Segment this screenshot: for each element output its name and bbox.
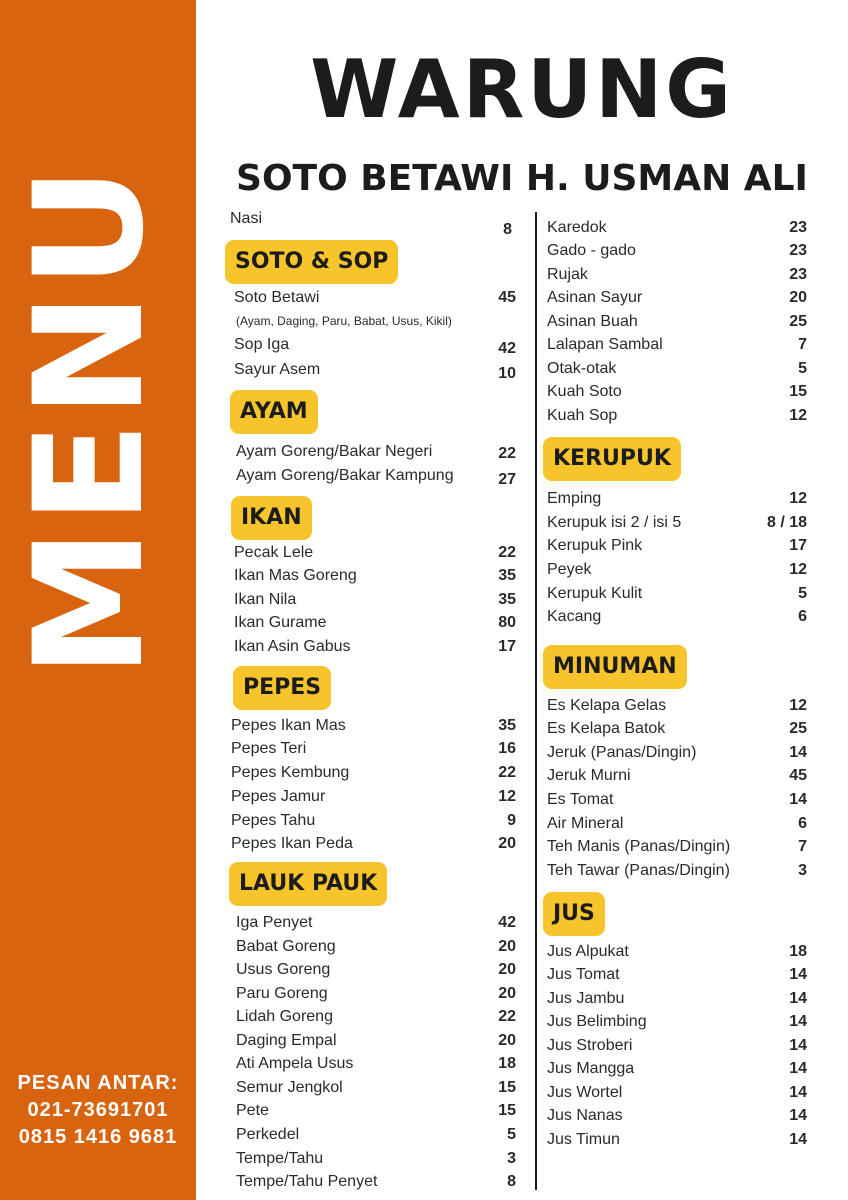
item-name: Jeruk Murni (547, 767, 631, 784)
menu-item (236, 1171, 516, 1193)
menu-item (547, 742, 807, 764)
item-name: Lalapan Sambal (547, 336, 663, 353)
menu-item (236, 465, 516, 487)
item-name: Kuah Sop (547, 407, 618, 424)
item-price: 23 (789, 266, 807, 283)
item-price: 22 (498, 764, 516, 781)
item-price: 20 (498, 961, 516, 978)
item-price: 20 (789, 289, 807, 306)
menu-item (234, 287, 516, 309)
menu-item (236, 1077, 516, 1099)
menu-item (236, 959, 516, 981)
item-name: Perkedel (236, 1126, 300, 1143)
item-name: Asinan Sayur (547, 289, 643, 306)
item-price: 17 (789, 537, 807, 554)
item-price: 15 (789, 383, 807, 400)
item-name: Pepes Ikan Mas (231, 717, 346, 734)
item-name: Jus Jambu (547, 990, 625, 1007)
item-price: 7 (798, 336, 807, 353)
item-name: Jus Belimbing (547, 1013, 647, 1030)
section-badge-jus: JUS (543, 892, 605, 936)
item-name: Pecak Lele (234, 544, 314, 561)
sidebar-panel (0, 0, 196, 1200)
menu-item (236, 1124, 516, 1146)
menu-item (231, 738, 516, 760)
menu-item (547, 559, 807, 581)
item-price: 42 (498, 914, 516, 931)
item-price: 14 (789, 966, 807, 983)
menu-item (547, 512, 807, 534)
item-price: 35 (498, 567, 516, 584)
item-price: 18 (498, 1055, 516, 1072)
item-name: Pepes Tahu (231, 812, 316, 829)
item-price: 14 (789, 990, 807, 1007)
column-divider (535, 212, 537, 1190)
item-name: Semur Jengkol (236, 1079, 343, 1096)
item-price: 42 (498, 340, 516, 357)
item-price: 5 (798, 360, 807, 377)
item-price: 18 (789, 943, 807, 960)
menu-item (547, 583, 807, 605)
section-badge-pepes: PEPES (233, 666, 331, 710)
item-name: Sayur Asem (234, 361, 321, 378)
menu-item (547, 381, 807, 403)
menu-item (234, 565, 516, 587)
item-name: Soto Betawi (234, 289, 320, 306)
item-name: Karedok (547, 219, 607, 236)
item-name: Daging Empal (236, 1032, 337, 1049)
item-name: Kerupuk isi 2 / isi 5 (547, 514, 682, 531)
menu-item (234, 636, 516, 658)
menu-item (236, 936, 516, 958)
page-title: WARUNG (310, 43, 734, 136)
item-name: Ikan Asin Gabus (234, 638, 351, 655)
menu-item (236, 1100, 516, 1122)
item-name: Teh Tawar (Panas/Dingin) (547, 862, 730, 879)
item-price: 23 (789, 242, 807, 259)
delivery-contact (0, 1070, 196, 1151)
item-name: Nasi (230, 210, 263, 227)
menu-item (236, 912, 516, 934)
item-price: 14 (789, 1084, 807, 1101)
item-name: Kerupuk Kulit (547, 585, 643, 602)
item-price: 20 (498, 938, 516, 955)
item-name: Tempe/Tahu (236, 1150, 324, 1167)
item-name: Ayam Goreng/Bakar Negeri (236, 443, 433, 460)
vertical-menu-title: MENU (3, 162, 177, 678)
item-name: Jus Alpukat (547, 943, 629, 960)
item-name: Asinan Buah (547, 313, 638, 330)
item-price: 22 (498, 445, 516, 462)
item-name: Paru Goreng (236, 985, 328, 1002)
item-price: 8 (507, 1173, 516, 1190)
menu-item (236, 441, 516, 463)
item-name: Jus Stroberi (547, 1037, 633, 1054)
item-price: 35 (498, 591, 516, 608)
item-name: Jus Mangga (547, 1060, 635, 1077)
menu-item (547, 765, 807, 787)
item-name: Tempe/Tahu Penyet (236, 1173, 378, 1190)
item-name: Ikan Gurame (234, 614, 327, 631)
item-name: Air Mineral (547, 815, 624, 832)
item-price: 3 (507, 1150, 516, 1167)
menu-item (236, 1030, 516, 1052)
menu-item (547, 535, 807, 557)
menu-item (231, 833, 516, 855)
menu-item (547, 988, 807, 1010)
item-price: 14 (789, 1131, 807, 1148)
menu-item (234, 612, 516, 634)
item-note: (Ayam, Daging, Paru, Babat, Usus, Kikil) (236, 314, 452, 328)
menu-item (231, 762, 516, 784)
item-name: Pepes Teri (231, 740, 307, 757)
menu-item (231, 810, 516, 832)
page-subtitle: SOTO BETAWI H. USMAN ALI (236, 158, 808, 199)
item-name: Jeruk (Panas/Dingin) (547, 744, 697, 761)
menu-item (547, 718, 807, 740)
item-price: 16 (498, 740, 516, 757)
item-name: Es Kelapa Batok (547, 720, 666, 737)
menu-item (230, 208, 512, 238)
item-price: 14 (789, 791, 807, 808)
menu-item (547, 287, 807, 309)
item-price: 23 (789, 219, 807, 236)
item-price: 8 (503, 221, 512, 238)
menu-item (236, 983, 516, 1005)
item-price: 12 (789, 561, 807, 578)
item-price: 20 (498, 835, 516, 852)
menu-item (547, 1082, 807, 1104)
menu-item (547, 964, 807, 986)
section-badge-kerupuk: KERUPUK (543, 437, 681, 481)
item-price: 22 (498, 544, 516, 561)
item-price: 14 (789, 744, 807, 761)
menu-item (234, 334, 516, 356)
item-name: Ikan Mas Goreng (234, 567, 357, 584)
item-price: 5 (798, 585, 807, 602)
menu-item (547, 695, 807, 717)
menu-item (236, 1006, 516, 1028)
item-name: Emping (547, 490, 602, 507)
item-price: 45 (498, 289, 516, 306)
delivery-label: PESAN ANTAR: (17, 1072, 179, 1094)
section-badge-minuman: MINUMAN (543, 645, 687, 689)
item-name: Jus Nanas (547, 1107, 623, 1124)
item-name: Usus Goreng (236, 961, 331, 978)
menu-item (547, 1011, 807, 1033)
item-price: 3 (798, 862, 807, 879)
menu-item (547, 358, 807, 380)
item-price: 6 (798, 608, 807, 625)
item-name: Sop Iga (234, 336, 290, 353)
item-name: Es Tomat (547, 791, 614, 808)
item-price: 14 (789, 1060, 807, 1077)
item-name: Jus Wortel (547, 1084, 623, 1101)
item-name: Iga Penyet (236, 914, 313, 931)
item-price: 35 (498, 717, 516, 734)
item-name: Lidah Goreng (236, 1008, 333, 1025)
item-price: 22 (498, 1008, 516, 1025)
item-name: Jus Tomat (547, 966, 620, 983)
item-name: Babat Goreng (236, 938, 336, 955)
section-badge-lauk-pauk: LAUK PAUK (229, 862, 387, 906)
menu-item (231, 715, 516, 737)
item-price: 27 (498, 471, 516, 488)
menu-item (234, 359, 516, 381)
item-price: 10 (498, 365, 516, 382)
item-price: 5 (507, 1126, 516, 1143)
menu-item (547, 488, 807, 510)
menu-item (547, 1058, 807, 1080)
item-name: Rujak (547, 266, 588, 283)
item-name: Kuah Soto (547, 383, 622, 400)
item-price: 12 (789, 407, 807, 424)
phone-number-1: 021-73691701 (27, 1099, 169, 1121)
menu-item (547, 1035, 807, 1057)
item-name: Ayam Goreng/Bakar Kampung (236, 467, 454, 484)
menu-item (547, 836, 807, 858)
menu-item (547, 405, 807, 427)
menu-item (547, 606, 807, 628)
menu-item (547, 1129, 807, 1151)
item-price: 14 (789, 1107, 807, 1124)
menu-item (234, 589, 516, 611)
item-price: 17 (498, 638, 516, 655)
item-price: 14 (789, 1013, 807, 1030)
item-price: 25 (789, 313, 807, 330)
menu-item (547, 941, 807, 963)
menu-item (231, 786, 516, 808)
item-name: Teh Manis (Panas/Dingin) (547, 838, 731, 855)
item-price: 9 (507, 812, 516, 829)
item-price: 12 (498, 788, 516, 805)
item-price: 45 (789, 767, 807, 784)
item-name: Pepes Kembung (231, 764, 350, 781)
menu-item (547, 264, 807, 286)
item-price: 80 (498, 614, 516, 631)
item-name: Gado - gado (547, 242, 636, 259)
item-price: 12 (789, 697, 807, 714)
item-name: Pete (236, 1102, 269, 1119)
menu-item (547, 217, 807, 239)
menu-item (236, 1053, 516, 1075)
item-name: Jus Timun (547, 1131, 620, 1148)
item-price: 20 (498, 985, 516, 1002)
item-name: Pepes Jamur (231, 788, 326, 805)
section-badge-ayam: AYAM (230, 390, 318, 434)
menu-item (547, 813, 807, 835)
item-name: Es Kelapa Gelas (547, 697, 667, 714)
menu-item (547, 240, 807, 262)
item-name: Kacang (547, 608, 602, 625)
item-price: 15 (498, 1102, 516, 1119)
item-price: 8 / 18 (766, 514, 807, 531)
menu-item (547, 789, 807, 811)
section-badge-soto-sop: SOTO & SOP (225, 240, 398, 284)
item-name: Ati Ampela Usus (236, 1055, 354, 1072)
item-name: Otak-otak (547, 360, 617, 377)
item-price: 25 (789, 720, 807, 737)
item-name: Pepes Ikan Peda (231, 835, 353, 852)
item-price: 20 (498, 1032, 516, 1049)
item-price: 12 (789, 490, 807, 507)
menu-item (236, 1148, 516, 1170)
menu-item (547, 1105, 807, 1127)
item-price: 6 (798, 815, 807, 832)
item-name: Ikan Nila (234, 591, 297, 608)
item-price: 15 (498, 1079, 516, 1096)
item-price: 7 (798, 838, 807, 855)
item-name: Peyek (547, 561, 592, 578)
menu-item (547, 334, 807, 356)
menu-item (234, 542, 516, 564)
phone-number-2: 0815 1416 9681 (18, 1126, 178, 1148)
menu-item (547, 311, 807, 333)
item-price: 14 (789, 1037, 807, 1054)
section-badge-ikan: IKAN (231, 496, 312, 540)
menu-item (547, 860, 807, 882)
item-name: Kerupuk Pink (547, 537, 643, 554)
